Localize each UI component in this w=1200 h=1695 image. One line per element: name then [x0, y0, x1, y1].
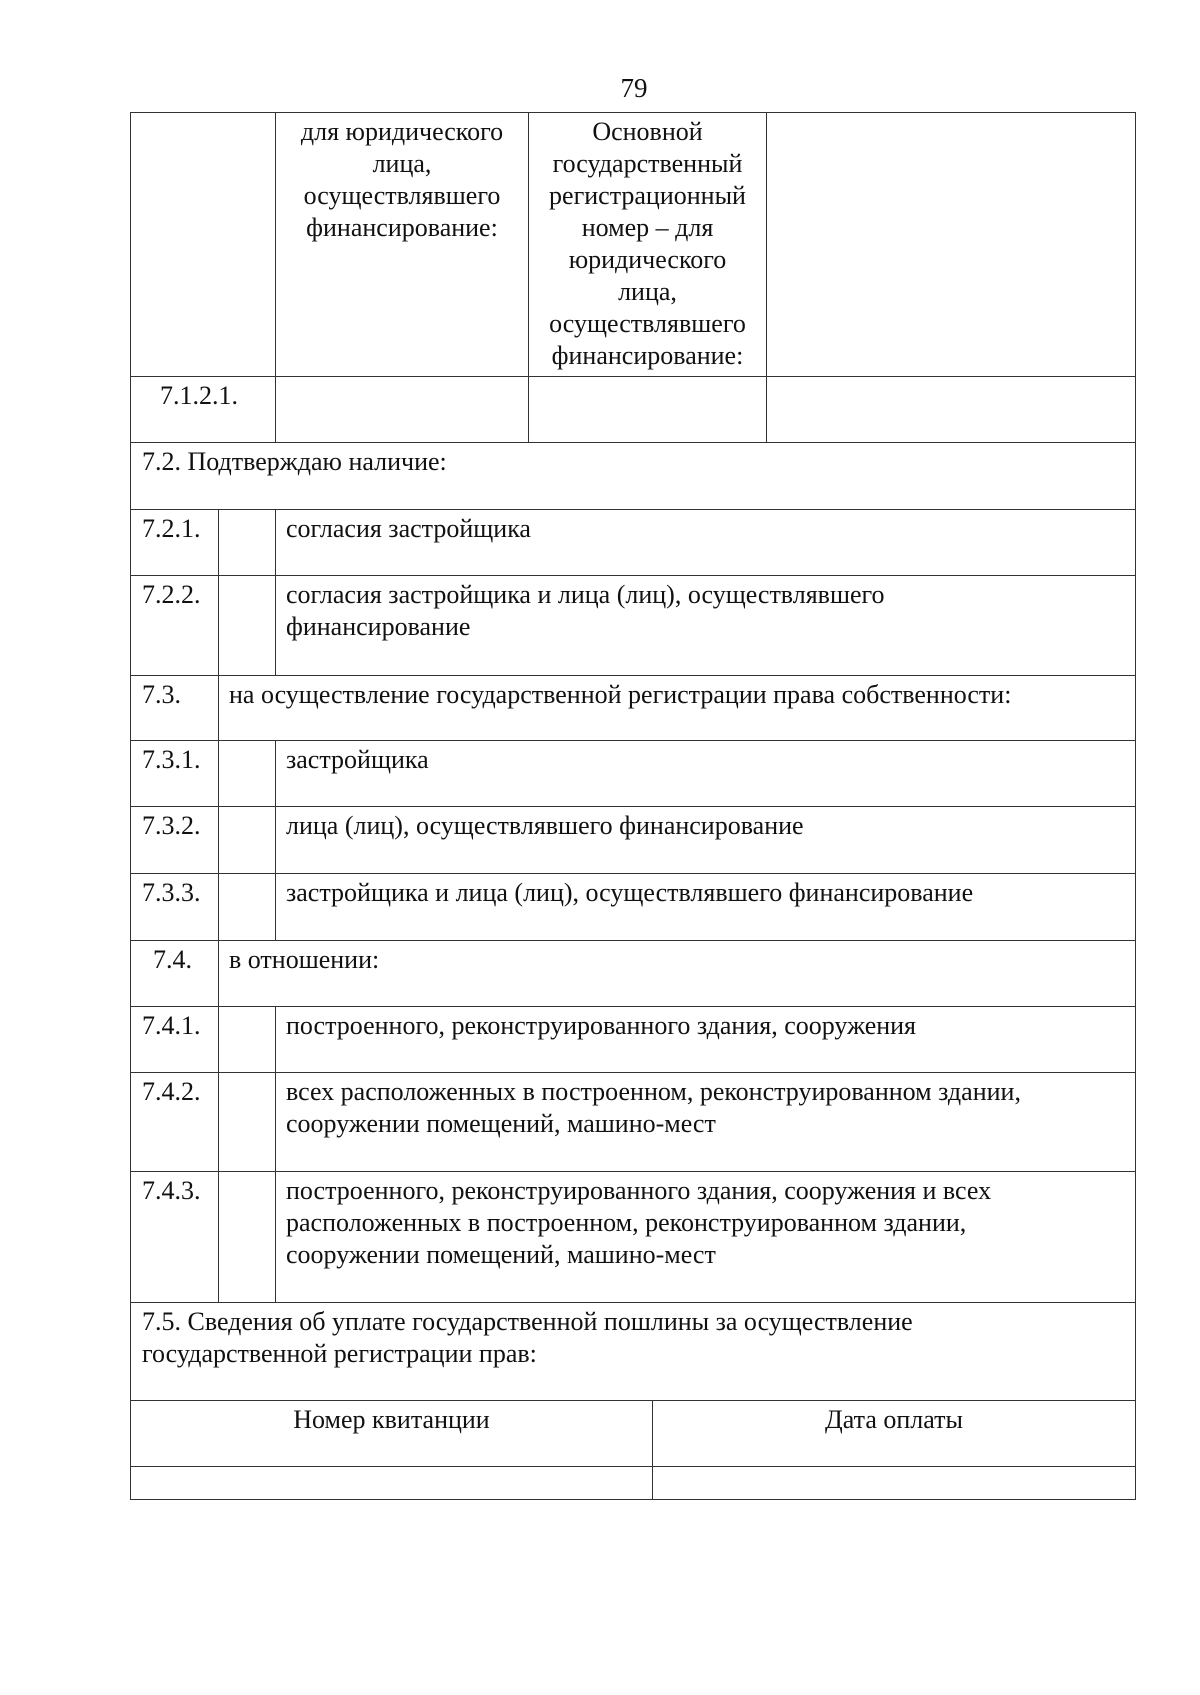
rights-developer-and-financier-checkbox[interactable] [219, 874, 275, 940]
legal-entity-name-cell[interactable] [276, 377, 528, 442]
label-line: сооружении помещений, машино-мест [286, 1109, 716, 1138]
section-7-4-number: 7.4. [153, 945, 192, 974]
consent-developer-checkbox[interactable] [219, 510, 275, 575]
rights-developer-and-financier-label: застройщика и лица (лиц), осуществлявшего финансирование [286, 878, 974, 907]
rights-financier-checkbox[interactable] [219, 807, 275, 873]
legal-entity-label-line: лица, [372, 149, 432, 178]
receipt-number-header: Номер квитанции [293, 1405, 490, 1434]
object-building-checkbox[interactable] [219, 1007, 275, 1072]
ogrn-label-line: Основной [592, 117, 703, 146]
section-7-3-title: на осуществление государственной регистрации права собственности: [229, 680, 1012, 709]
object-building-label: построенного, реконструированного здания, сооружения [286, 1011, 917, 1040]
legal-entity-label-line: для юридического [300, 117, 504, 146]
ogrn-label-line: регистрационный [549, 181, 746, 210]
label-line: построенного, реконструированного здания, сооружения и всех [286, 1176, 992, 1205]
item-number: 7.2.1. [142, 514, 201, 543]
section-7-2-title: 7.2. Подтверждаю наличие: [142, 447, 447, 476]
title-line: 7.5. Сведения об уплате государственной пошлины за осуществление [142, 1307, 913, 1336]
label-line: согласия застройщика и лица (лиц), осуществлявшего [286, 580, 885, 609]
object-premises-label [286, 1076, 1021, 1140]
label-line: финансирование [286, 612, 471, 641]
legal-entity-label-line: финансирование: [306, 213, 498, 242]
ogrn-value-cell[interactable] [767, 113, 1135, 375]
item-number: 7.4.3. [142, 1176, 201, 1205]
item-number: 7.3.1. [142, 745, 201, 774]
ogrn-label-line: юридического [568, 245, 727, 274]
rights-developer-checkbox[interactable] [219, 741, 275, 806]
consent-developer-and-financier-checkbox[interactable] [219, 576, 275, 675]
item-number: 7.2.2. [142, 580, 201, 609]
ogrn-label-line: осуществлявшего [549, 309, 746, 338]
label-line: всех расположенных в построенном, реконструированном здании, [286, 1077, 1021, 1106]
rights-financier-label: лица (лиц), осуществлявшего финансирование [286, 811, 804, 840]
extra-input-cell[interactable] [767, 377, 1135, 442]
label-line: сооружении помещений, машино-мест [286, 1240, 716, 1269]
ogrn-label-line: номер – для [581, 213, 714, 242]
section-7-4-title: в отношении: [229, 945, 380, 974]
ogrn-input-cell[interactable] [529, 377, 766, 442]
payment-date-input[interactable] [653, 1467, 1135, 1499]
section-7-5-title [142, 1306, 913, 1370]
ogrn-label-line: лица, [618, 277, 677, 306]
row-number: 7.1.2.1. [160, 381, 238, 410]
section-7-3-number: 7.3. [142, 680, 181, 709]
item-number: 7.3.3. [142, 878, 201, 907]
label-line: расположенных в построенном, реконструированном здании, [286, 1208, 967, 1237]
object-building-and-premises-label [286, 1175, 991, 1271]
receipt-number-input[interactable] [131, 1467, 652, 1499]
consent-developer-and-financier-label [286, 579, 885, 643]
item-number: 7.4.2. [142, 1077, 201, 1106]
rights-developer-label: застройщика [286, 745, 429, 774]
title-line: государственной регистрации прав: [142, 1339, 537, 1368]
item-number: 7.4.1. [142, 1011, 201, 1040]
payment-date-header: Дата оплаты [825, 1405, 963, 1434]
item-number: 7.3.2. [142, 811, 201, 840]
ogrn-label-line: государственный [552, 149, 743, 178]
ogrn-label [529, 116, 766, 372]
legal-entity-label [276, 116, 528, 244]
legal-entity-label-line: осуществлявшего [303, 181, 501, 210]
consent-developer-label: согласия застройщика [286, 514, 531, 543]
page-number: 79 [620, 73, 648, 103]
object-building-and-premises-checkbox[interactable] [219, 1172, 275, 1302]
object-premises-checkbox[interactable] [219, 1073, 275, 1171]
ogrn-label-line: финансирование: [551, 341, 744, 370]
